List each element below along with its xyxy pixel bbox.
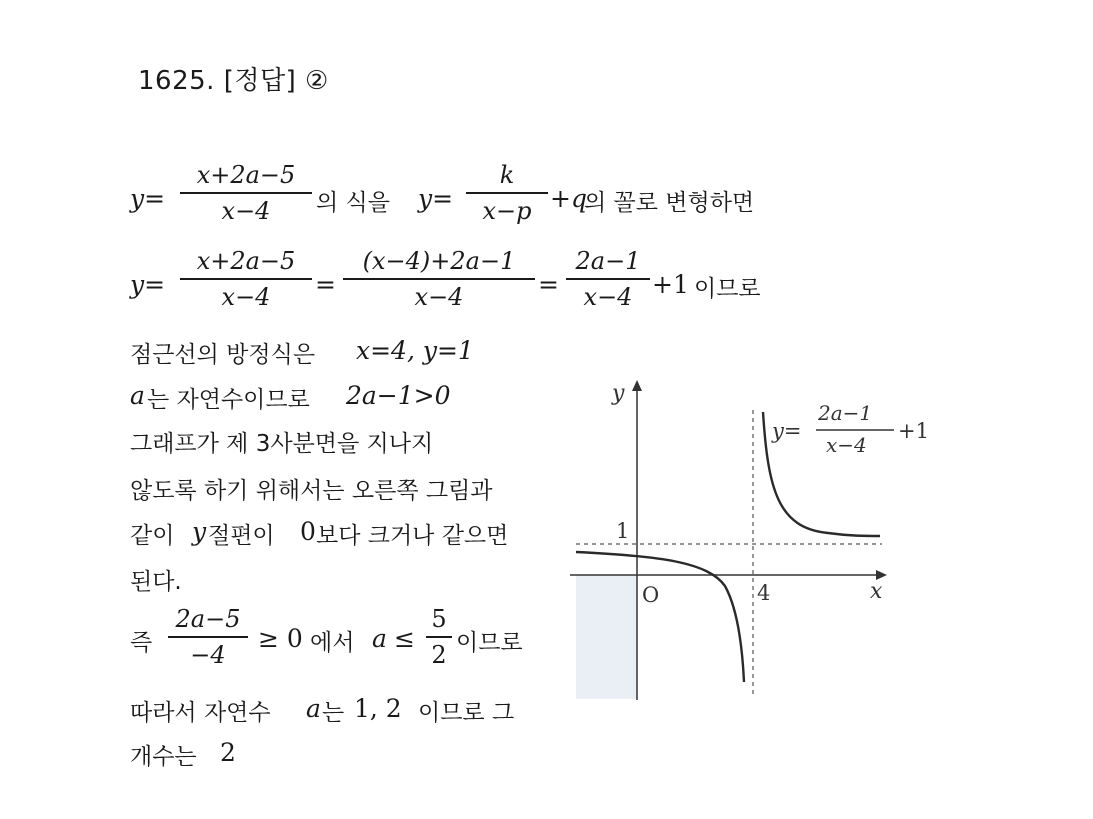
fraction-numerator: x+2a−5 <box>196 161 296 189</box>
fraction-numerator: x+2a−5 <box>196 247 296 275</box>
curve-label-numerator: 2a−1 <box>818 401 873 425</box>
line1-form-lhs: y= <box>418 184 454 213</box>
line9-prefix: 즉 <box>130 630 153 656</box>
line7-text-b: 절편이 <box>208 523 275 549</box>
line1-fraction-k <box>466 160 548 226</box>
fraction-denominator: x−4 <box>221 282 271 311</box>
line7-text-a: 같이 <box>130 523 175 549</box>
fraction-bar <box>466 192 548 194</box>
fraction-numerator: 5 <box>431 605 447 633</box>
curve-label-lhs: y= <box>772 419 802 443</box>
line6-text: 않도록 하기 위해서는 오른쪽 그림과 <box>130 478 493 504</box>
fraction-bar <box>180 192 312 194</box>
fraction-denominator: x−p <box>482 196 532 225</box>
fraction-bar <box>426 636 452 638</box>
line10-text-a: 따라서 자연수 <box>130 700 271 726</box>
line11-answer: 2 <box>220 738 236 767</box>
line2-text: 이므로 <box>694 276 761 302</box>
curve-label-plus: +1 <box>898 419 929 443</box>
line9-half-fraction <box>426 604 452 670</box>
fraction-numerator: 2a−1 <box>575 247 641 275</box>
line2-fraction-2 <box>343 246 535 312</box>
line10-var: a <box>306 694 321 723</box>
fraction-denominator: 2 <box>431 640 447 669</box>
line9-text-b: 이므로 <box>456 630 523 656</box>
line9-leq: ≤ <box>394 624 415 653</box>
line9-fraction <box>168 604 248 670</box>
line1-text-b: 의 꼴로 변형하면 <box>584 190 755 216</box>
third-quadrant-shade <box>576 575 637 699</box>
fraction-bar <box>566 278 650 280</box>
line1-plus-q: +q <box>550 184 587 213</box>
line9-text-a: 에서 <box>310 630 355 656</box>
x-tick-label: 4 <box>757 581 771 605</box>
fraction-bar <box>180 278 312 280</box>
fraction-numerator: (x−4)+2a−1 <box>362 247 516 275</box>
line2-equals-2: = <box>538 270 559 299</box>
line8-text: 된다. <box>130 569 182 595</box>
line7-var: y <box>192 517 207 546</box>
fraction-denominator: x−4 <box>414 282 464 311</box>
line9-geq: ≥ 0 <box>258 624 303 653</box>
line2-fraction-1 <box>180 246 312 312</box>
line10-values: 1, 2 <box>354 694 402 723</box>
line4-var: a <box>130 381 145 410</box>
line11-text: 개수는 <box>130 744 197 770</box>
fraction-denominator: −4 <box>190 640 226 669</box>
line2-lhs: y= <box>130 270 166 299</box>
line2-plus-one: +1 <box>652 270 689 299</box>
fraction-bar <box>343 278 535 280</box>
line3-math: x=4, y=1 <box>356 336 474 365</box>
problem-title: 1625. [정답] ② <box>138 66 329 96</box>
line10-text-c: 이므로 그 <box>418 700 515 726</box>
fraction-bar <box>168 636 248 638</box>
line7-text-c: 보다 크거나 같으면 <box>316 523 509 549</box>
x-axis-label: x <box>870 579 883 604</box>
line4-text: 는 자연수이므로 <box>147 387 310 413</box>
line2-equals-1: = <box>315 270 336 299</box>
line1-fraction-f <box>180 160 312 226</box>
line7-zero: 0 <box>300 517 316 546</box>
line1-text-a: 의 식을 <box>316 190 390 216</box>
line5-text: 그래프가 제 3사분면을 지나지 <box>130 431 434 457</box>
origin-label: O <box>642 583 660 607</box>
y-tick-label: 1 <box>616 519 630 543</box>
line10-text-b: 는 <box>322 700 345 726</box>
curve-label-denominator: x−4 <box>826 433 867 457</box>
line9-var: a <box>372 624 387 653</box>
y-axis-arrow-icon <box>632 380 642 391</box>
fraction-denominator: x−4 <box>221 196 271 225</box>
fraction-denominator: x−4 <box>583 282 633 311</box>
line3-text: 점근선의 방정식은 <box>130 342 316 368</box>
fraction-numerator: k <box>499 161 515 189</box>
line2-fraction-3 <box>566 246 650 312</box>
y-axis-label: y <box>612 381 625 406</box>
fraction-numerator: 2a−5 <box>175 605 241 633</box>
line1-lhs: y= <box>130 184 166 213</box>
line4-math: 2a−1>0 <box>346 381 451 410</box>
hyperbola-graph <box>560 370 960 720</box>
